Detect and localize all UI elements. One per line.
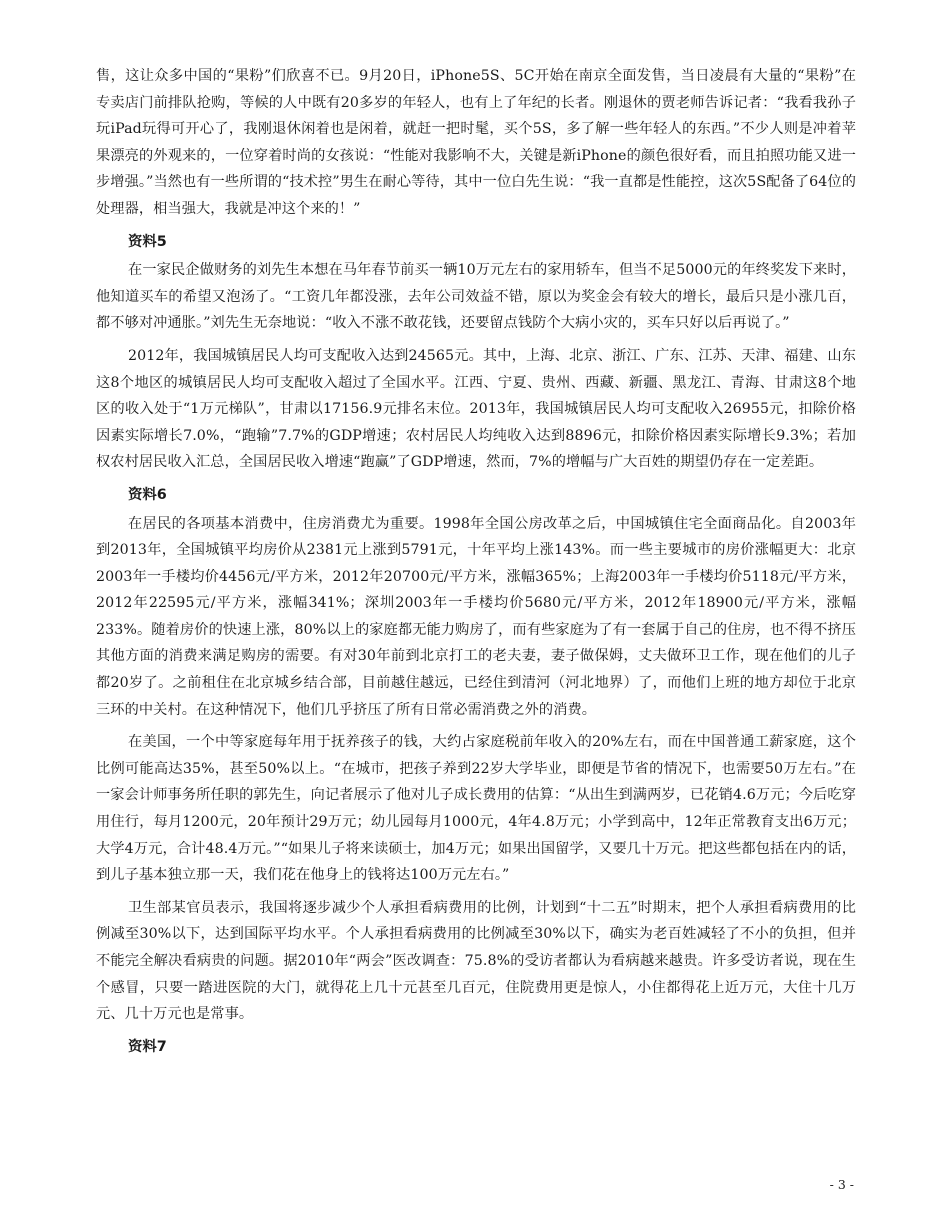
paragraph-child-cost: 在美国，一个中等家庭每年用于抚养孩子的钱，大约占家庭税前年收入的20%左右，而在中国普通工薪家庭，这个比例可能高达35%，甚至50%以上。“在城市，把孩子养到22岁大学毕业，即便是节省的情况下，也需要50万左右。”在一家会计师事务所任职的郭先生，向记者展示了他对儿子成长费用的估算：“从出生到满两岁，已花销4.6万元；今后吃穿用住行，每月1200元，20年预计29万元；幼儿园每月1000元，4年4.8万元；小学到高中，12年正常教育支出6万元；大学4万元，合计48.4万元。”“如果儿子将来读硕士，加4万元；如果出国留学，又要几十万元。把这些都包括在内的话，到儿子基本独立那一天，我们花在他身上的钱将达100万元左右。” [96,734,856,884]
section-heading-5: 资料5 [128,233,167,250]
paragraph-iphone-fans: 售，这让众多中国的“果粉”们欣喜不已。9月20日，iPhone5S、5C开始在南京全面发售，当日凌晨有大量的“果粉”在专卖店门前排队抢购，等候的人中既有20多岁的年轻人，也有上了年纪的长者。刚退休的贾老师告诉记者：“我看我孙子玩iPad玩得可开心了，我刚退休闲着也是闲着，就赶一把时髦，买个5S，多了解一些年轻人的东西。”不少人则是冲着苹果漂亮的外观来的，一位穿着时尚的女孩说：“性能对我影响不大，关键是新iPhone的颜色很好看，而且拍照功能又进一步增强。”当然也有一些所谓的“技术控”男生在耐心等待，其中一位白先生说：“我一直都是性能控，这次5S配备了64位的处理器，相当强大，我就是冲这个来的！” [96,68,856,217]
paragraph-medical: 卫生部某官员表示，我国将逐步减少个人承担看病费用的比例，计划到“十二五”时期末，把个人承担看病费用的比例减至30%以下，达到国际平均水平。个人承担看病费用的比例减至30%以下，确实为老百姓减轻了不小的负担，但并不能完全解决看病贵的问题。据2010年“两会”医改调查：75.8%的受访者都认为看病越来越贵。许多受访者说，现在生个感冒，只要一踏进医院的大门，就得花上几十元甚至几百元，住院费用更是惊人，小住都得花上近万元，大住十几万元、几十万元也是常事。 [96,899,857,1023]
section-heading-6: 资料6 [128,486,167,503]
paragraph-housing: 在居民的各项基本消费中，住房消费尤为重要。1998年全国公房改革之后，中国城镇住宅全面商品化。自2003年到2013年，全国城镇平均房价从2381元上涨到5791元，十年平均上涨143%。而一些主要城市的房价涨幅更大：北京2003年一手楼均价4456元/平方米，2012年20700元/平方米，涨幅365%；上海2003年一手楼均价5118元/平方米，2012年22595元/平方米，涨幅341%；深圳2003年一手楼均价5680元/平方米，2012年18900元/平方米，涨幅233%。随着房价的快速上涨，80%以上的家庭都无能力购房了，而有些家庭为了有一套属于自己的住房，也不得不挤压其他方面的消费来满足购房的需要。有对30年前到北京打工的老夫妻，妻子做保姆，丈夫做环卫工作，现在他们的儿子都20岁了。之前租住在北京城乡结合部，目前越住越远，已经住到清河（河北地界）了，而他们上班的地方却位于北京三环的中关村。在这种情况下，他们几乎挤压了所有日常必需消费之外的消费。 [96,515,856,718]
page-number: - 3 - [829,1177,854,1192]
paragraph-income-2012: 2012年，我国城镇居民人均可支配收入达到24565元。其中，上海、北京、浙江、广东、江苏、天津、福建、山东这8个地区的城镇居民人均可支配收入超过了全国水平。江西、宁夏、贵州、西藏、新疆、黑龙江、青海、甘肃这8个地区的收入处于“1万元梯队”，甘肃以17156.9元排名末位。2013年，我国城镇居民人均可支配收入26955元，扣除价格因素实际增长7.0%，“跑输”7.7%的GDP增速；农村居民人均纯收入达到8896元，扣除价格因素实际增长9.3%；若加权农村居民收入汇总，全国居民收入增速“跑赢”了GDP增速，然而，7%的增幅与广大百姓的期望仍存在一定差距。 [96,347,856,471]
section-heading-7: 资料7 [128,1038,167,1055]
paragraph-liu-car: 在一家民企做财务的刘先生本想在马年春节前买一辆10万元左右的家用轿车，但当不足5000元的年终奖发下来时，他知道买车的希望又泡汤了。“工资几年都没涨，去年公司效益不错，原以为奖金会有较大的增长，最后只是小涨几百，都不够对冲通胀。”刘先生无奈地说：“收入不涨不敢花钱，还要留点钱防个大病小灾的，买车只好以后再说了。” [96,262,856,332]
document-page [96,63,856,1062]
